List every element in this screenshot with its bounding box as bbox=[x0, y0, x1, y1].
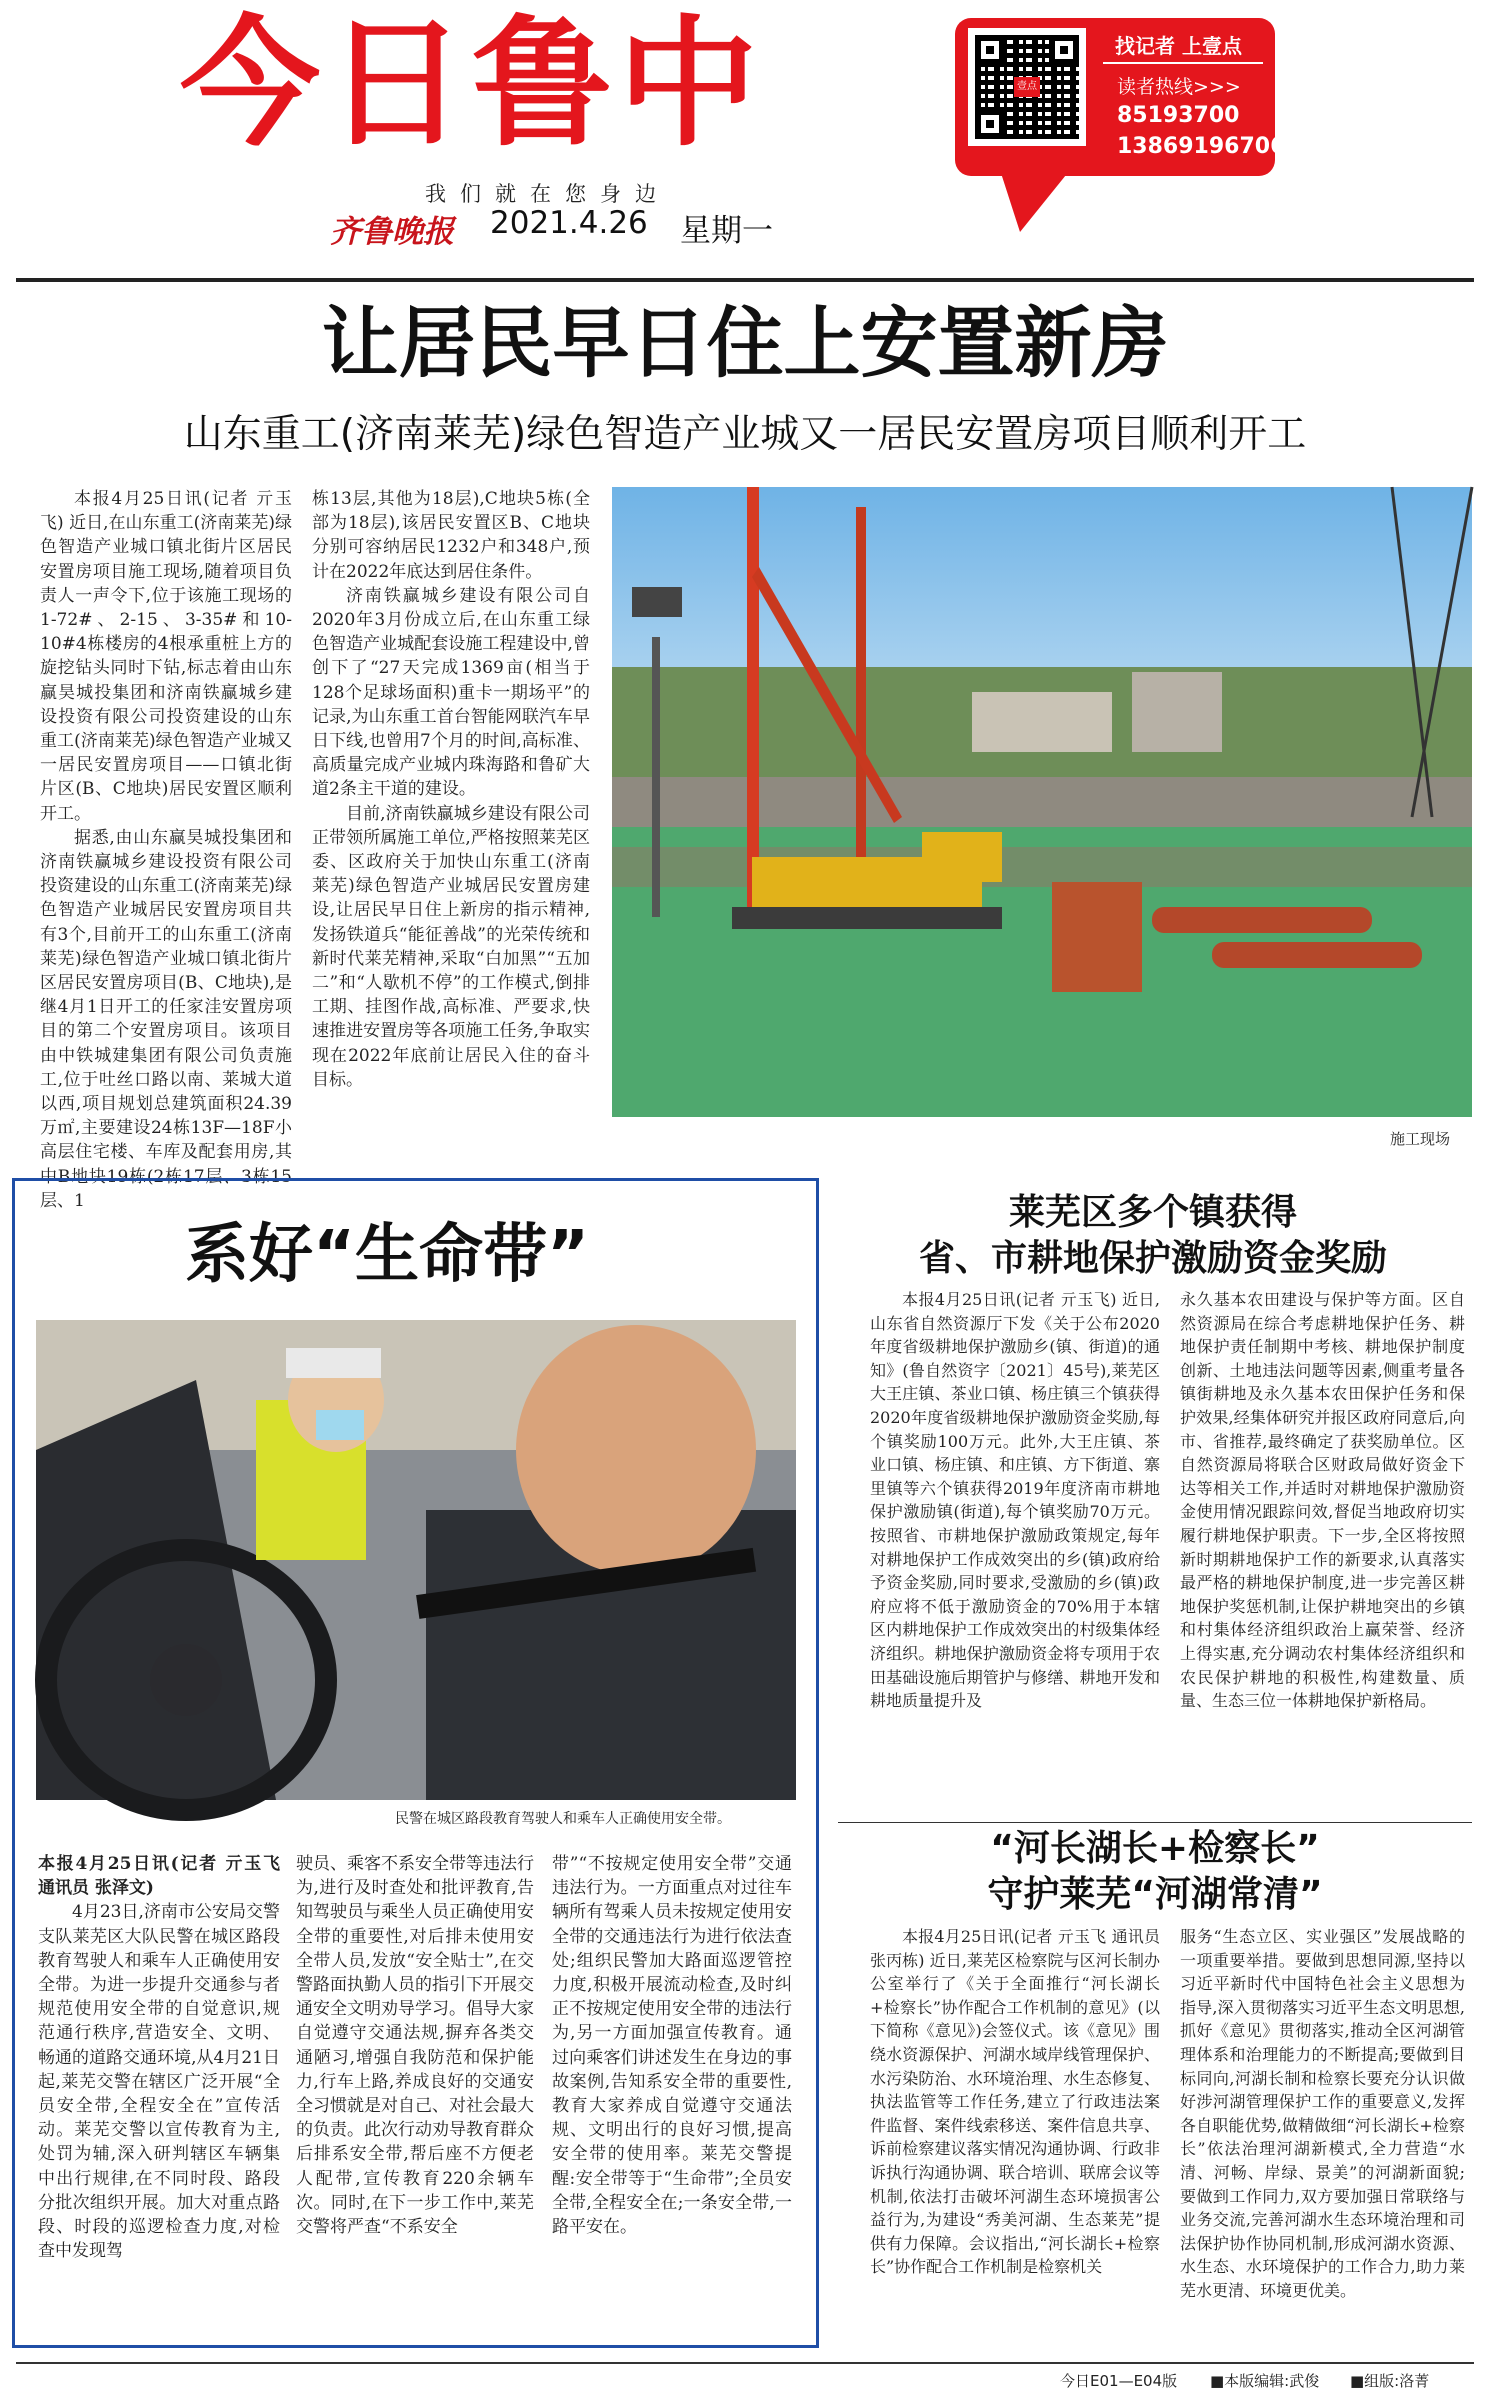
lead-column-1 bbox=[40, 487, 292, 1211]
land-paragraph: 永久基本农田建设与保护等方面。区自然资源局在综合考虑耕地保护任务、耕地保护责任制期中考核、耕地保护制度创新、土地违法问题等因素,侧重考量各镇街耕地及永久基本农田保护任务和保护效果,经集体研究并报区政府同意后,向市、省推荐,最终确定了获奖励单位。区自然资源局将联合区财政局做好资金下达等相关工作,并适时对耕地保护激励资金使用情况跟踪问效,督促当地政府切实履行耕地保护职责。下一步,全区将按照新时期耕地保护工作的新要求,认真落实最严格的耕地保护制度,进一步完善区耕地保护奖惩机制,让保护耕地突出的乡镇和村集体经济组织政治上赢荣誉、经济上得实惠,充分调动农村集体经济组织和农民保护耕地的积极性,构建数量、质量、生态三位一体耕地保护新格局。 bbox=[1180, 1290, 1465, 1711]
seatbelt-column-1 bbox=[38, 1852, 280, 2328]
masthead-rule bbox=[16, 278, 1474, 282]
lead-paragraph: 本报4月25日讯(记者 亓玉飞) 近日,在山东重工(济南莱芜)绿色智造产业城口镇北街片区居民安置房项目施工现场,随着项目负责人一声令下,位于该施工现场的1-72#、2-15、3-35#和10-10#4栋楼房的4根承重桩上方的旋挖钻头同时下钻,标志着由山东赢昊城投集团和济南铁赢城乡建设投资有限公司投资建设的山东重工(济南莱芜)绿色智造产业城又一居民安置房项目——口镇北街片区(B、C地块)居民安置区顺利开工。 bbox=[40, 489, 292, 824]
river-column-2 bbox=[1180, 1925, 1465, 2353]
seatbelt-column-2 bbox=[296, 1852, 534, 2328]
footer-rule bbox=[16, 2362, 1474, 2364]
land-paragraph: 本报4月25日讯(记者 亓玉飞) 近日,山东省自然资源厅下发《关于公布2020年度省级耕地保护激励乡(镇、街道)的通知》(鲁自然资字〔2021〕45号),莱芜区大王庄镇、茶业口镇、杨庄镇三个镇获得2020年度省级耕地保护激励资金奖励,每个镇奖励100万元。此外,大王庄镇、茶业口镇、杨庄镇、和庄镇、方下街道、寨里镇等六个镇获得2019年度济南市耕地保护激励镇(街道),每个镇奖励70万元。按照省、市耕地保护激励政策规定,每年对耕地保护工作成效突出的乡(镇)政府给予资金奖励,同时要求,受激励的乡(镇)政府应将不低于激励资金的70%用于本辖区内耕地保护工作成效突出的村级集体经济组织。耕地保护激励资金将专项用于农田基础设施后期管护与修缮、耕地开发和耕地质量提升及 bbox=[870, 1290, 1160, 1711]
hotline-phone-2[interactable]: 13869196706 bbox=[1117, 134, 1286, 159]
footer-editor: ■本版编辑:武俊 bbox=[1210, 2372, 1320, 2390]
footer-layout: ■组版:洛菁 bbox=[1350, 2372, 1430, 2390]
seatbelt-headline: 系好“生命带” bbox=[185, 1218, 590, 1292]
land-headline-line2: 省、市耕地保护激励资金奖励 bbox=[918, 1238, 1387, 1279]
land-column-2 bbox=[1180, 1288, 1465, 1818]
paper-name-logo: 齐鲁晚报 bbox=[330, 214, 454, 250]
lead-paragraph: 据悉,由山东赢昊城投集团和济南铁赢城乡建设投资有限公司投资建设的山东重工(济南莱芜)绿色智造产业城居民安置房项目共有3个,目前开工的山东重工(济南莱芜)绿色智造产业城口镇北街片区居民安置房项目(B、C地块),是继4月1日开工的任家洼安置房项目的第二个安置房项目。该项目由中铁城建集团有限公司负责施工,位于吐丝口路以南、莱城大道以西,项目规划总建筑面积24.39万㎡,主要建设24栋13F—18F小高层住宅楼、车库及配套用房,其中B地块19栋(2栋17层、3栋15层、1 bbox=[40, 827, 292, 1211]
seatbelt-photo bbox=[36, 1320, 796, 1800]
hotline-label: 读者热线>>> bbox=[1117, 76, 1241, 98]
qr-logo: 壹点 bbox=[1014, 77, 1040, 97]
seatbelt-column-3 bbox=[552, 1852, 792, 2328]
qr-code[interactable] bbox=[968, 28, 1086, 146]
lead-paragraph: 目前,济南铁赢城乡建设有限公司正带领所属施工单位,严格按照莱芜区委、区政府关于加快山东重工(济南莱芜)绿色智造产业城居民安置房建设,让居民早日住上新房的指示精神,发扬铁道兵“能征善战”的光荣传统和新时代莱芜精神,采取“白加黑”“五加二”和“人歇机不停”的工作模式,倒排工期、挂图作战,高标准、严要求,快速推进安置房等各项施工任务,争取实现在2022年底前让居民入住的奋斗目标。 bbox=[312, 803, 590, 1090]
lead-column-2 bbox=[312, 487, 590, 1167]
construction-photo bbox=[612, 487, 1472, 1117]
publication-date: 2021.4.26 bbox=[490, 205, 648, 241]
hotline-phone-1[interactable]: 85193700 bbox=[1117, 103, 1240, 128]
footer-pages: 今日E01—E04版 bbox=[1060, 2372, 1178, 2390]
hotline-slogan: 找记者 上壹点 bbox=[1115, 34, 1242, 58]
seatbelt-paragraph: 驶员、乘客不系安全带等违法行为,进行及时查处和批评教育,告知驾驶员与乘坐人员正确使用安全带的重要性,对后排未使用安全带人员,发放“安全贴士”,在交警路面执勤人员的指引下开展交通安全文明劝导学习。倡导大家自觉遵守交通法规,摒弃各类交通陋习,增强自我防范和保护能力,行车上路,养成良好的交通安全习惯就是对自己、对社会最大的负责。此次行动劝导教育群众后排系安全带,帮后座不方便老人配带,宣传教育220余辆车次。同时,在下一步工作中,莱芜交警将严查“不系安全 bbox=[296, 1854, 534, 2238]
lead-headline: 让居民早日住上安置新房 bbox=[321, 300, 1169, 389]
lead-paragraph: 栋13层,其他为18层),C地块5栋(全部为18层),该居民安置区B、C地块分别可容纳居民1232户和348户,预计在2022年底达到居住条件。 bbox=[312, 489, 590, 582]
construction-photo-caption: 施工现场 bbox=[1390, 1130, 1451, 1148]
land-headline-line1: 莱芜区多个镇获得 bbox=[1008, 1192, 1297, 1233]
masthead-slogan: 我们就在您身边 bbox=[425, 182, 670, 206]
land-column-1 bbox=[870, 1288, 1160, 1818]
seatbelt-paragraph: 4月23日,济南市公安局交警支队莱芜区大队民警在城区路段教育驾驶人和乘车人正确使用安全带。为进一步提升交通参与者规范使用安全带的自觉意识,规范通行秩序,营造安全、文明、畅通的道路交通环境,从4月21日起,莱芜交警在辖区广泛开展“全员安全带,全程安全在”宣传活动。莱芜交警以宣传教育为主,处罚为辅,深入研判辖区车辆集中出行规律,在不同时段、路段分批次组织开展。加大对重点路段、时段的巡逻检查力度,对检查中发现驾 bbox=[38, 1902, 280, 2262]
masthead-title: 今日鲁中 bbox=[180, 3, 765, 166]
publication-weekday: 星期一 bbox=[680, 213, 773, 249]
seatbelt-paragraph: 带”“不按规定使用安全带”交通违法行为。一方面重点对过往车辆所有驾乘人员未按规定使用安全带的交通违法行为进行依法查处;组织民警加大路面巡逻管控力度,积极开展流动检查,及时纠正不按规定使用安全带的违法行为,另一方面加强宣传教育。通过向乘客们讲述发生在身边的事故案例,告知系安全带的重要性,教育大家养成自觉遵守交通法规、文明出行的良好习惯,提高安全带的使用率。莱芜交警提醒:安全带等于“生命带”;全员安全带,全程安全在;一条安全带,一路平安在。 bbox=[552, 1854, 792, 2238]
river-headline-line2: 守护莱芜“河湖常清” bbox=[987, 1874, 1323, 1915]
seatbelt-byline: 本报4月25日讯(记者 亓玉飞 通讯员 张泽文) bbox=[38, 1854, 280, 1899]
hotline-bubble-tail bbox=[1000, 170, 1070, 232]
section-divider bbox=[838, 1822, 1472, 1823]
lead-subhead: 山东重工(济南莱芜)绿色智造产业城又一居民安置房项目顺利开工 bbox=[183, 412, 1307, 457]
river-column-1 bbox=[870, 1925, 1160, 2353]
river-paragraph: 服务“生态立区、实业强区”发展战略的一项重要举措。要做到思想同源,坚持以习近平新时代中国特色社会主义思想为指导,深入贯彻落实习近平生态文明思想,抓好《意见》贯彻落实,推动全区河湖管理体系和治理能力的不断提高;要做到目标同向,河湖长制和检察长要充分认识做好涉河湖管理保护工作的重要意义,发挥各自职能优势,做精做细“河长湖长+检察长”依法治理河湖新模式,全力营造“水清、河畅、岸绿、景美”的河湖新面貌;要做到工作同力,双方要加强日常联络与业务交流,完善河湖水生态环境治理和司法保护协作协同机制,形成河湖水资源、水生态、水环境保护的工作合力,助力莱芜水更清、环境更优美。 bbox=[1180, 1927, 1465, 2300]
hotline-divider bbox=[1103, 62, 1263, 64]
seatbelt-photo-caption: 民警在城区路段教育驾驶人和乘车人正确使用安全带。 bbox=[395, 1811, 731, 1827]
river-paragraph: 本报4月25日讯(记者 亓玉飞 通讯员 张丙栋) 近日,莱芜区检察院与区河长制办公室举行了《关于全面推行“河长湖长+检察长”协作配合工作机制的意见》(以下简称《意见》)会签仪式。该《意见》围绕水资源保护、河湖水域岸线管理保护、水污染防治、水环境治理、水生态修复、执法监管等工作任务,建立了行政违法案件监督、案件线索移送、案件信息共享、诉前检察建议落实情况沟通协调、行政非诉执行沟通协调、联合培训、联席会议等机制,依法打击破坏河湖生态环境损害公益行为,为建设“秀美河湖、生态莱芜”提供有力保障。会议指出,“河长湖长+检察长”协作配合工作机制是检察机关 bbox=[870, 1927, 1160, 2277]
lead-paragraph: 济南铁赢城乡建设有限公司自2020年3月份成立后,在山东重工绿色智造产业城配套设施工程建设中,曾创下了“27天完成1369亩(相当于128个足球场面积)重卡一期场平”的记录,为山东重工首台智能网联汽车早日下线,也曾用7个月的时间,高标准、高质量完成产业城内珠海路和鲁矿大道2条主干道的建设。 bbox=[312, 585, 590, 800]
river-headline-line1: “河长湖长+检察长” bbox=[990, 1828, 1320, 1869]
